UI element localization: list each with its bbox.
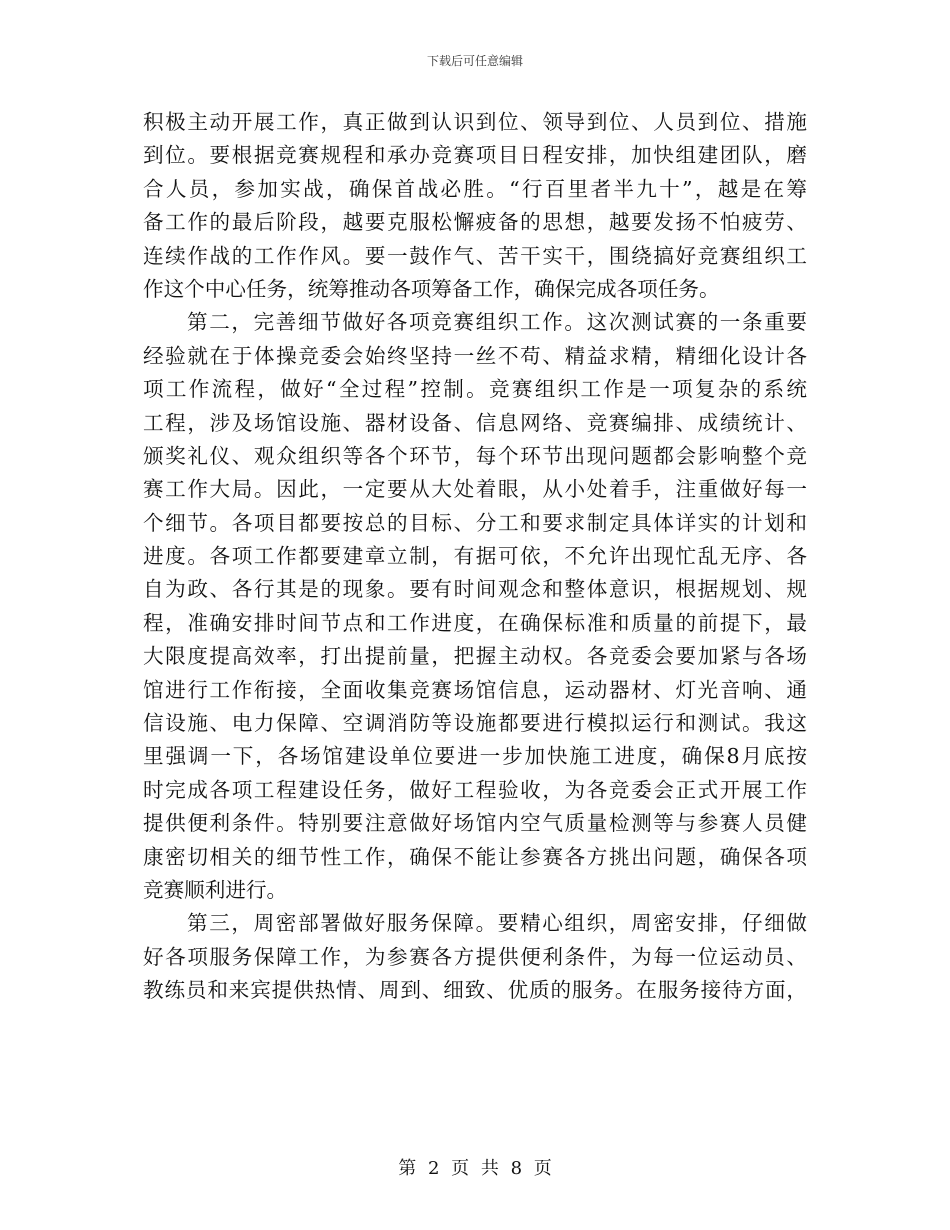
text-line: 合人员，参加实战，确保首战必胜。“行百里者半九十”，越是在筹 — [143, 176, 807, 201]
text-line: 项工作流程，做好“全过程”控制。竞赛组织工作是一项复杂的系统 — [143, 377, 807, 402]
text-line: 第三，周密部署做好服务保障。要精心组织，周密安排，仔细做 — [187, 911, 807, 936]
text-line: 程，准确安排时间节点和工作进度，在确保标准和质量的前提下，最 — [143, 610, 807, 635]
text-line: 自为政、各行其是的现象。要有时间观念和整体意识，根据规划、规 — [143, 577, 807, 602]
text-line: 康密切相关的细节性工作，确保不能让参赛各方挑出问题，确保各项 — [143, 844, 807, 869]
text-line: 进度。各项工作都要建章立制，有据可依，不允许出现忙乱无序、各 — [143, 544, 807, 569]
text-line: 颁奖礼仪、观众组织等各个环节，每个环节出现问题都会影响整个竞 — [143, 443, 807, 468]
text-line: 积极主动开展工作，真正做到认识到位、领导到位、人员到位、措施 — [143, 110, 807, 134]
text-line: 作这个中心任务，统筹推动各项筹备工作，确保完成各项任务。 — [143, 276, 720, 301]
paragraph-1 — [143, 106, 807, 306]
text-line: 连续作战的工作作风。要一鼓作气、苦干实干，围绕搞好竞赛组织工 — [143, 243, 807, 268]
text-line: 备工作的最后阶段，越要克服松懈疲备的思想，越要发扬不怕疲劳、 — [143, 210, 807, 235]
text-line: 时完成各项工程建设任务，做好工程验收，为各竞委会正式开展工作 — [143, 777, 807, 802]
text-line: 信设施、电力保障、空调消防等设施都要进行模拟运行和测试。我这 — [143, 711, 807, 736]
text-line: 大限度提高效率，打出提前量，把握主动权。各竞委会要加紧与各场 — [143, 644, 807, 669]
text-line: 到位。要根据竞赛规程和承办竞赛项目日程安排，加快组建团队，磨 — [143, 143, 807, 168]
text-line: 馆进行工作衔接，全面收集竞赛场馆信息，运动器材、灯光音响、通 — [143, 677, 807, 702]
text-line: 好各项服务保障工作，为参赛各方提供便利条件，为每一位运动员、 — [143, 944, 807, 969]
paragraph-2 — [143, 306, 807, 907]
text-line: 第二，完善细节做好各项竞赛组织工作。这次测试赛的一条重要 — [187, 310, 807, 335]
page-header: 下载后可任意编辑 — [426, 54, 523, 68]
page-number: 第 2 页 共 8 页 — [398, 1158, 552, 1179]
paragraph-3 — [143, 907, 807, 1007]
text-line: 经验就在于体操竞委会始终坚持一丝不苟、精益求精，精细化设计各 — [143, 343, 807, 368]
text-line: 教练员和来宾提供热情、周到、细致、优质的服务。在服务接待方面， — [143, 978, 807, 1003]
text-line: 工程，涉及场馆设施、器材设备、信息网络、竞赛编排、成绩统计、 — [143, 410, 807, 435]
text-line: 竞赛顺利进行。 — [143, 877, 288, 902]
text-line: 赛工作大局。因此，一定要从大处着眼，从小处着手，注重做好每一 — [143, 477, 807, 502]
text-line: 个细节。各项目都要按总的目标、分工和要求制定具体详实的计划和 — [143, 510, 807, 535]
document-body — [143, 106, 807, 1008]
text-line: 里强调一下，各场馆建设单位要进一步加快施工进度，确保8月底按 — [143, 744, 807, 769]
text-line: 提供便利条件。特别要注意做好场馆内空气质量检测等与参赛人员健 — [143, 811, 807, 836]
